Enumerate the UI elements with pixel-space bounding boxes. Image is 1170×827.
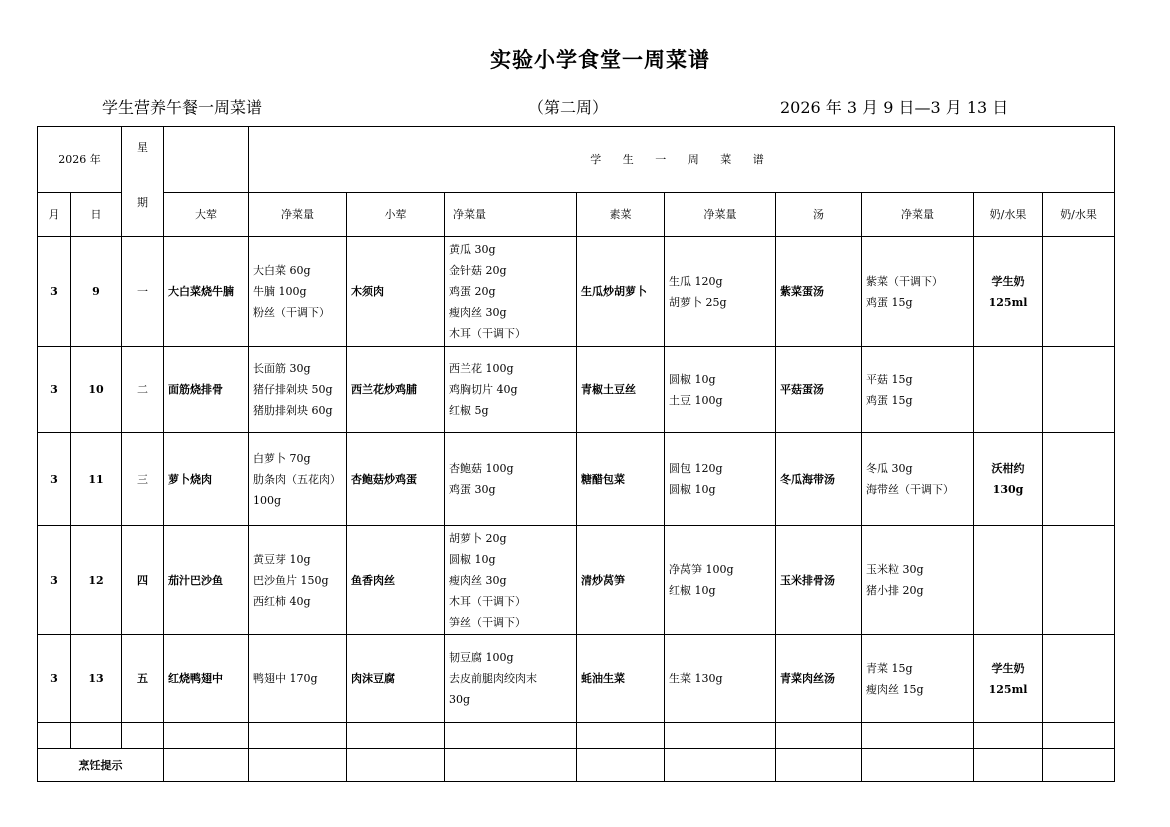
- qty-line: 圆椒 10g: [669, 372, 716, 386]
- date-range: 2026 年 3 月 9 日—3 月 13 日: [780, 98, 1009, 117]
- main-qty-cell: [249, 635, 347, 723]
- side-dish-cell: 鱼香肉丝: [347, 526, 445, 635]
- soup-qty-cell: [862, 237, 974, 347]
- main-qty-cell: [249, 433, 347, 526]
- empty-cell: [1043, 723, 1115, 749]
- fruit-cell: 沃柑约 130g: [974, 433, 1043, 526]
- empty-cell: [1043, 749, 1115, 782]
- empty-cell: [71, 723, 122, 749]
- table-row: [38, 433, 1115, 526]
- qty-line: 青菜 15g: [866, 661, 913, 675]
- qty-line: 粉丝（干调下）: [253, 306, 330, 319]
- qty-line: 木耳（干调下）: [449, 327, 526, 340]
- empty-cell: [974, 723, 1043, 749]
- soup-cell: 冬瓜海带汤: [776, 433, 862, 526]
- veg-dish-cell: 蚝油生菜: [577, 635, 665, 723]
- qty-line: 牛腩 100g: [253, 285, 307, 298]
- day-cell: 10: [71, 347, 122, 433]
- qty-line: 猪仔排剁块 50g: [253, 383, 333, 396]
- fruit-cell-2: [1043, 347, 1115, 433]
- table-row: [38, 635, 1115, 723]
- empty-cell: [445, 749, 577, 782]
- qty-line: 圆包 120g: [669, 462, 723, 475]
- month-header: 月: [38, 193, 71, 237]
- qty-line: 猪肋排剁块 60g: [253, 404, 333, 417]
- qty-line: 玉米粒 30g: [866, 563, 924, 576]
- main-dish-cell: 大白菜烧牛腩: [164, 237, 249, 347]
- week-label: （第二周）: [528, 98, 609, 117]
- qty-line: 笋丝（干调下）: [449, 615, 526, 629]
- qty-line: 瘦肉丝 30g: [449, 306, 507, 319]
- qty-line: 鸭翅中 170g: [253, 672, 318, 685]
- empty-cell: [862, 749, 974, 782]
- qty-line: 猪小排 20g: [866, 584, 924, 597]
- weekday-cell: 三: [122, 433, 164, 526]
- empty-cell: [862, 723, 974, 749]
- soup-header: 汤: [776, 193, 862, 237]
- table-row: [38, 347, 1115, 433]
- main-dish-cell: 萝卜烧肉: [164, 433, 249, 526]
- qty-line: 瘦肉丝 30g: [449, 573, 507, 587]
- empty-cell: [577, 723, 665, 749]
- main-dish-cell: 面筋烧排骨: [164, 347, 249, 433]
- side-qty-header: 净菜量: [445, 193, 577, 237]
- month-cell: 3: [38, 237, 71, 347]
- header-row-1: [38, 127, 1115, 193]
- qty-line: 净莴笋 100g: [669, 563, 734, 576]
- fruit-cell-2: [1043, 433, 1115, 526]
- qty-line: 西兰花 100g: [449, 362, 514, 375]
- cooking-tips-label: 烹饪提示: [38, 749, 164, 782]
- empty-cell: [347, 749, 445, 782]
- qty-line: 鸡蛋 15g: [866, 393, 913, 407]
- soup-qty-cell: [862, 433, 974, 526]
- table-row: [38, 237, 1115, 347]
- qty-line: 巴沙鱼片 150g: [253, 573, 329, 587]
- main-qty-cell: [249, 347, 347, 433]
- qty-line: 圆椒 10g: [449, 552, 496, 566]
- qty-line: 海带丝（干调下）: [866, 483, 954, 496]
- qty-line: 韧豆腐 100g: [449, 651, 514, 664]
- empty-row: [38, 723, 1115, 749]
- day-cell: 9: [71, 237, 122, 347]
- blank-header-cell: [164, 127, 249, 193]
- weekday-header: [122, 127, 164, 237]
- month-cell: 3: [38, 433, 71, 526]
- qty-line: 生瓜 120g: [669, 274, 723, 288]
- qty-line: 黄豆芽 10g: [253, 552, 311, 566]
- qty-line: 100g: [253, 493, 282, 507]
- veg-dish-cell: 生瓜炒胡萝卜: [577, 237, 665, 347]
- weekday-cell: 二: [122, 347, 164, 433]
- main-qty-cell: [249, 237, 347, 347]
- qty-line: 肋条肉（五花肉）: [253, 472, 341, 486]
- qty-line: 长面筋 30g: [253, 362, 311, 375]
- side-dish-header: 小荤: [347, 193, 445, 237]
- header-row-2: [38, 193, 1115, 237]
- side-qty-cell: [445, 237, 577, 347]
- soup-qty-cell: [862, 347, 974, 433]
- qty-line: 胡萝卜 25g: [669, 295, 727, 309]
- page-title: 实验小学食堂一周菜谱: [490, 47, 710, 72]
- day-cell: 12: [71, 526, 122, 635]
- veg-header: 素菜: [577, 193, 665, 237]
- month-cell: 3: [38, 347, 71, 433]
- empty-cell: [122, 723, 164, 749]
- soup-qty-header: 净菜量: [862, 193, 974, 237]
- qty-line: 红椒 10g: [669, 584, 716, 597]
- main-dish-cell: 茄汁巴沙鱼: [164, 526, 249, 635]
- fruit-header-2: 奶/水果: [1043, 193, 1115, 237]
- side-dish-cell: 西兰花炒鸡脯: [347, 347, 445, 433]
- empty-cell: [347, 723, 445, 749]
- qty-line: 去皮前腿肉绞肉末: [449, 672, 537, 685]
- fruit-cell-2: [1043, 635, 1115, 723]
- soup-cell: 紫菜蛋汤: [776, 237, 862, 347]
- fruit-cell: 学生奶 125ml: [974, 635, 1043, 723]
- fruit-cell: [974, 526, 1043, 635]
- side-dish-cell: 木须肉: [347, 237, 445, 347]
- side-dish-cell: 肉沫豆腐: [347, 635, 445, 723]
- veg-qty-cell: [665, 433, 776, 526]
- day-header: 日: [71, 193, 122, 237]
- empty-cell: [974, 749, 1043, 782]
- soup-cell: 玉米排骨汤: [776, 526, 862, 635]
- qty-line: 黄瓜 30g: [449, 243, 496, 256]
- cooking-tips-row: [38, 749, 1115, 782]
- weekday-cell: 四: [122, 526, 164, 635]
- qty-line: 鸡蛋 20g: [449, 285, 496, 298]
- day-cell: 13: [71, 635, 122, 723]
- empty-cell: [445, 723, 577, 749]
- qty-line: 木耳（干调下）: [449, 594, 526, 608]
- month-cell: 3: [38, 526, 71, 635]
- fruit-cell-2: [1043, 526, 1115, 635]
- main-dish-header: 大荤: [164, 193, 249, 237]
- side-qty-cell: [445, 526, 577, 635]
- veg-qty-cell: [665, 635, 776, 723]
- main-dish-cell: 红烧鸭翅中: [164, 635, 249, 723]
- qty-line: 瘦肉丝 15g: [866, 682, 924, 696]
- qty-line: 生菜 130g: [669, 672, 723, 685]
- qty-line: 金针菇 20g: [449, 264, 507, 277]
- qty-line: 冬瓜 30g: [866, 462, 913, 475]
- soup-cell: 平菇蛋汤: [776, 347, 862, 433]
- empty-cell: [164, 723, 249, 749]
- side-qty-cell: [445, 433, 577, 526]
- qty-line: 土豆 100g: [669, 393, 723, 407]
- qty-line: 鸡胸切片 40g: [449, 383, 518, 396]
- fruit-header-1: 奶/水果: [974, 193, 1043, 237]
- soup-qty-cell: [862, 526, 974, 635]
- main-qty-cell: [249, 526, 347, 635]
- veg-qty-cell: [665, 347, 776, 433]
- qty-line: 白萝卜 70g: [253, 451, 311, 465]
- veg-qty-cell: [665, 237, 776, 347]
- table-row: [38, 526, 1115, 635]
- side-qty-cell: [445, 347, 577, 433]
- year-header: 2026 年: [38, 127, 122, 193]
- qty-line: 胡萝卜 20g: [449, 531, 507, 545]
- day-cell: 11: [71, 433, 122, 526]
- qty-line: 鸡蛋 15g: [866, 295, 913, 309]
- veg-dish-cell: 清炒莴笋: [577, 526, 665, 635]
- qty-line: 杏鲍菇 100g: [449, 462, 514, 475]
- soup-cell: 青菜肉丝汤: [776, 635, 862, 723]
- fruit-cell: 学生奶 125ml: [974, 237, 1043, 347]
- empty-cell: [249, 749, 347, 782]
- side-qty-cell: [445, 635, 577, 723]
- soup-qty-cell: [862, 635, 974, 723]
- qty-line: 大白菜 60g: [253, 264, 311, 277]
- table-title: 学 生 一 周 菜 谱: [249, 127, 1115, 193]
- veg-qty-header: 净菜量: [665, 193, 776, 237]
- qty-line: 圆椒 10g: [669, 483, 716, 496]
- qty-line: 30g: [449, 693, 471, 706]
- empty-cell: [38, 723, 71, 749]
- empty-cell: [249, 723, 347, 749]
- weekday-header-top: 星: [137, 141, 148, 154]
- fruit-cell: [974, 347, 1043, 433]
- month-cell: 3: [38, 635, 71, 723]
- qty-line: 红椒 5g: [449, 404, 489, 417]
- empty-cell: [577, 749, 665, 782]
- qty-line: 紫菜（干调下）: [866, 274, 943, 288]
- empty-cell: [776, 749, 862, 782]
- empty-cell: [665, 749, 776, 782]
- qty-line: 鸡蛋 30g: [449, 483, 496, 496]
- veg-dish-cell: 糖醋包菜: [577, 433, 665, 526]
- fruit-cell-2: [1043, 237, 1115, 347]
- veg-qty-cell: [665, 526, 776, 635]
- weekday-cell: 一: [122, 237, 164, 347]
- weekday-header-bottom: 期: [137, 196, 148, 209]
- menu-table: [37, 126, 1115, 782]
- subtitle-left: 学生营养午餐一周菜谱: [102, 98, 263, 117]
- qty-line: 西红柿 40g: [253, 594, 311, 608]
- veg-dish-cell: 青椒土豆丝: [577, 347, 665, 433]
- qty-line: 平菇 15g: [866, 372, 913, 386]
- main-qty-header: 净菜量: [249, 193, 347, 237]
- empty-cell: [164, 749, 249, 782]
- weekday-cell: 五: [122, 635, 164, 723]
- empty-cell: [665, 723, 776, 749]
- side-dish-cell: 杏鲍菇炒鸡蛋: [347, 433, 445, 526]
- empty-cell: [776, 723, 862, 749]
